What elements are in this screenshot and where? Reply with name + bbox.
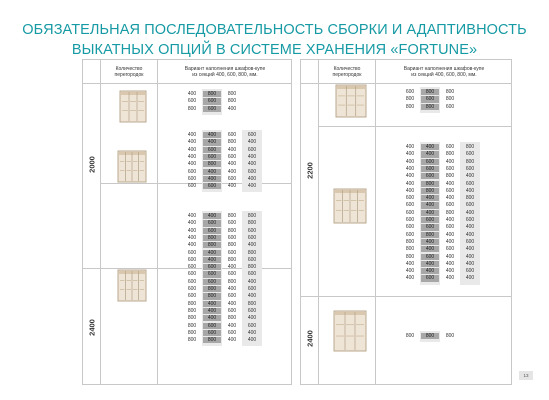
combination-cell: 400 [421,246,439,252]
title-line-1: ОБЯЗАТЕЛЬНАЯ ПОСЛЕДОВАТЕЛЬНОСТЬ СБОРКИ И АДАПТИВНОСТЬ [22,22,527,38]
combination-cell: 400 [247,293,257,300]
combination-cell: 400 [227,183,237,190]
combination-cell: 800 [187,315,197,322]
combination-cell: 400 [421,202,439,208]
wardrobe-3-section-image [335,84,367,118]
combination-cell: 400 [203,301,221,307]
combination-cell: 600 [465,268,475,275]
combination-cell: 400 [445,195,455,202]
combination-cell: 600 [203,154,221,160]
combination-cell: 800 [445,333,455,339]
combination-cell: 600 [203,279,221,285]
combination-cell: 800 [421,104,439,110]
combination-cell: 800 [405,333,415,339]
combination-cell: 600 [187,168,197,175]
combination-cell: 400 [187,161,197,168]
combination-cell: 800 [203,91,221,97]
combination-cell: 400 [445,268,455,275]
combination-cell: 600 [421,96,439,102]
combination-cell: 400 [203,257,221,263]
combination-cell: 800 [247,249,257,256]
combination-cell: 600 [421,159,439,165]
combination-cell: 400 [187,91,197,97]
combination-cell: 600 [203,106,221,112]
page-number: 13 [519,371,533,380]
combination-cell: 600 [465,180,475,187]
combination-cell: 600 [203,147,221,153]
combination-cell: 400 [421,268,439,274]
combination-cell: 600 [247,234,257,241]
combination-cell: 400 [227,146,237,153]
combination-cell: 600 [227,271,237,278]
combination-cell: 400 [187,153,197,160]
combination-cell: 600 [227,234,237,241]
combination-cell: 600 [227,249,237,256]
combination-cell: 600 [203,220,221,226]
combination-cell: 600 [227,153,237,160]
combination-cell: 400 [247,278,257,285]
combination-cell: 400 [187,227,197,234]
combination-cell: 400 [187,132,197,138]
combination-cell: 600 [227,132,237,138]
combination-cell: 400 [203,139,221,145]
combination-cell: 400 [465,253,475,260]
combination-cell: 400 [227,322,237,329]
combination-cell: 600 [405,217,415,223]
combination-cell: 800 [465,195,475,202]
combination-cell: 800 [445,96,455,103]
combination-cell: 400 [465,173,475,180]
combination-cell: 800 [421,89,439,95]
combination-cell: 600 [405,209,415,216]
combination-cell: 400 [405,268,415,275]
combination-cell: 800 [227,139,237,146]
combination-cell: 400 [203,132,221,138]
combination-cell: 600 [227,220,237,227]
combination-cell: 800 [187,322,197,329]
combination-cell: 800 [187,329,197,336]
combination-cell: 800 [203,337,221,343]
combination-cell: 400 [445,253,455,260]
combination-cell: 600 [203,264,221,270]
combination-cell: 600 [203,323,221,329]
combination-cell: 600 [227,329,237,336]
combination-cell: 400 [445,238,455,245]
height-label-2400: 2400 [305,330,315,347]
combination-cell: 800 [445,89,455,95]
combination-cell: 400 [405,151,415,158]
combination-cell: 600 [421,254,439,260]
combination-cell: 600 [247,132,257,138]
combination-cell: 600 [247,322,257,329]
combination-cell: 400 [445,275,455,282]
header-partitions: Количество перегородок [114,66,144,78]
combination-cell: 400 [227,286,237,292]
combination-cell: 800 [187,307,197,314]
combination-cell: 800 [445,151,455,158]
combination-cell: 600 [465,202,475,209]
combination-cell: 600 [187,98,197,105]
header-variant: Вариант наполнения шкафов-купе из секций 400, 600, 800, мм. [403,66,485,78]
combination-cell: 800 [445,209,455,216]
combination-cell: 600 [465,151,475,158]
combination-cell: 600 [227,175,237,182]
page-title [0,20,549,60]
combination-cell: 600 [227,293,237,300]
wardrobe-4-section-image [117,269,147,302]
combination-cell: 800 [227,213,237,219]
height-label-2200: 2200 [305,162,315,179]
combination-cell: 400 [203,213,221,219]
combination-cell: 800 [247,220,257,227]
combination-cell: 400 [445,158,455,165]
combination-cell: 400 [421,210,439,216]
combination-cell: 400 [465,224,475,231]
combination-cell: 600 [421,166,439,172]
combination-cell: 400 [227,337,237,344]
combination-cell: 600 [421,173,439,179]
combination-cell: 800 [227,315,237,322]
combination-cell: 400 [227,168,237,175]
left-table [82,59,292,385]
combination-cell: 400 [405,165,415,172]
combination-cell: 600 [187,286,197,292]
combination-cell: 600 [247,307,257,314]
combination-cell: 600 [445,224,455,231]
combination-cell: 800 [465,158,475,165]
combination-cell: 600 [405,224,415,231]
combination-cell: 800 [227,98,237,105]
combination-cell: 400 [247,175,257,182]
combination-cell: 400 [405,260,415,267]
combination-cell: 800 [465,144,475,150]
combination-cell: 800 [405,253,415,260]
combination-cell: 400 [445,260,455,267]
combination-cell: 400 [203,315,221,321]
combination-cell: 400 [187,220,197,227]
combination-cell: 400 [247,183,257,190]
combination-cell: 800 [227,242,237,249]
combination-cell: 400 [247,153,257,160]
right-table [300,59,512,385]
combination-cell: 600 [465,217,475,223]
combination-cell: 400 [187,242,197,249]
combination-cell: 400 [247,315,257,322]
combination-cell: 600 [247,286,257,292]
wardrobe-3-section-image [119,90,147,123]
combination-cell: 600 [247,168,257,175]
combination-cell: 600 [187,278,197,285]
combination-cell: 400 [227,161,237,168]
combination-cell: 400 [203,250,221,256]
combination-cell: 600 [421,275,439,281]
combination-cell: 400 [203,308,221,314]
combination-cell: 600 [445,165,455,172]
combination-cell: 400 [445,231,455,238]
combination-cell: 800 [203,235,221,241]
combination-cell: 800 [405,96,415,103]
combination-cell: 400 [421,239,439,245]
combination-cell: 400 [203,169,221,175]
combination-cell: 600 [187,271,197,278]
combination-cell: 800 [421,333,439,339]
combination-cell: 400 [405,158,415,165]
combination-cell: 600 [405,202,415,209]
combination-cell: 400 [203,176,221,182]
combination-cell: 600 [247,256,257,263]
combination-cell: 400 [247,242,257,249]
combination-cell: 600 [405,89,415,95]
combination-cell: 800 [227,91,237,97]
combination-cell: 600 [445,103,455,110]
combination-cell: 400 [405,275,415,282]
combination-cell: 400 [247,329,257,336]
combination-cell: 800 [247,300,257,307]
combination-cell: 600 [405,231,415,238]
combination-cell: 400 [187,139,197,146]
combination-cell: 600 [405,195,415,202]
combination-cell: 600 [445,246,455,253]
combination-cell: 400 [465,275,475,282]
combination-cell: 600 [187,256,197,263]
combination-cell: 800 [203,286,221,292]
combination-cell: 600 [247,146,257,153]
combination-cell: 800 [227,278,237,285]
combination-cell: 600 [445,202,455,209]
combination-cell: 400 [421,144,439,150]
combination-cell: 400 [465,260,475,267]
combination-cell: 800 [203,161,221,167]
combination-cell: 800 [421,181,439,187]
title-line-2: ВЫКАТНЫХ ОПЦИЙ В СИСТЕМЕ ХРАНЕНИЯ «FORTUNE» [71,42,478,58]
combination-cell: 400 [405,144,415,150]
combination-cell: 800 [203,242,221,248]
combination-cell: 800 [187,337,197,344]
combination-cell: 800 [227,256,237,263]
wardrobe-4-section-image [333,188,367,224]
wardrobe-4-section-image [117,150,147,183]
combination-cell: 400 [187,213,197,219]
combination-cell: 400 [465,187,475,194]
combination-cell: 400 [405,173,415,180]
combination-cell: 800 [187,105,197,112]
combination-cell: 400 [227,264,237,271]
combination-cell: 800 [247,213,257,219]
combination-cell: 600 [187,264,197,271]
combination-cell: 400 [445,180,455,187]
combination-cell: 600 [187,183,197,190]
combination-cell: 800 [405,246,415,253]
header-partitions: Количество перегородок [332,66,362,78]
combination-cell: 600 [465,238,475,245]
combination-cell: 600 [421,217,439,223]
combination-cell: 400 [187,234,197,241]
combination-cell: 800 [421,232,439,238]
combination-cell: 400 [247,337,257,344]
combination-cell: 400 [465,246,475,253]
combination-cell: 600 [227,307,237,314]
combination-cell: 600 [203,183,221,189]
combination-cell: 600 [187,175,197,182]
wardrobe-3-section-image [333,310,367,352]
combination-cell: 400 [421,151,439,157]
combination-cell: 600 [465,165,475,172]
combination-cell: 400 [421,195,439,201]
combination-cell: 400 [227,300,237,307]
combination-cell: 400 [465,209,475,216]
combination-cell: 800 [421,188,439,194]
header-variant: Вариант наполнения шкафов-купе из секций 400, 600, 800, мм. [184,66,266,78]
combination-cell: 400 [405,180,415,187]
combination-cell: 600 [203,330,221,336]
combination-cell: 800 [405,238,415,245]
combination-cell: 400 [247,161,257,168]
combination-cell: 400 [247,139,257,146]
combination-cell: 600 [445,144,455,150]
combination-cell: 800 [445,173,455,180]
combination-cell: 400 [445,217,455,223]
combination-cell: 800 [405,103,415,110]
combination-cell: 600 [187,293,197,300]
combination-cell: 600 [203,271,221,277]
combination-cell: 400 [421,261,439,267]
combination-cell: 800 [247,264,257,271]
height-label-2400: 2400 [87,319,97,336]
combination-cell: 600 [187,249,197,256]
combination-cell: 600 [445,187,455,194]
combination-cell: 400 [465,231,475,238]
combination-cell: 800 [227,227,237,234]
combination-cell: 800 [187,300,197,307]
combination-cell: 600 [421,224,439,230]
combination-cell: 800 [203,293,221,299]
combination-cell: 400 [405,187,415,194]
combination-cell: 400 [187,146,197,153]
combination-cell: 600 [203,98,221,104]
combination-cell: 600 [247,271,257,278]
combination-cell: 400 [227,105,237,112]
combination-cell: 600 [247,227,257,234]
combination-cell: 600 [203,228,221,234]
height-label-2000: 2000 [87,156,97,173]
